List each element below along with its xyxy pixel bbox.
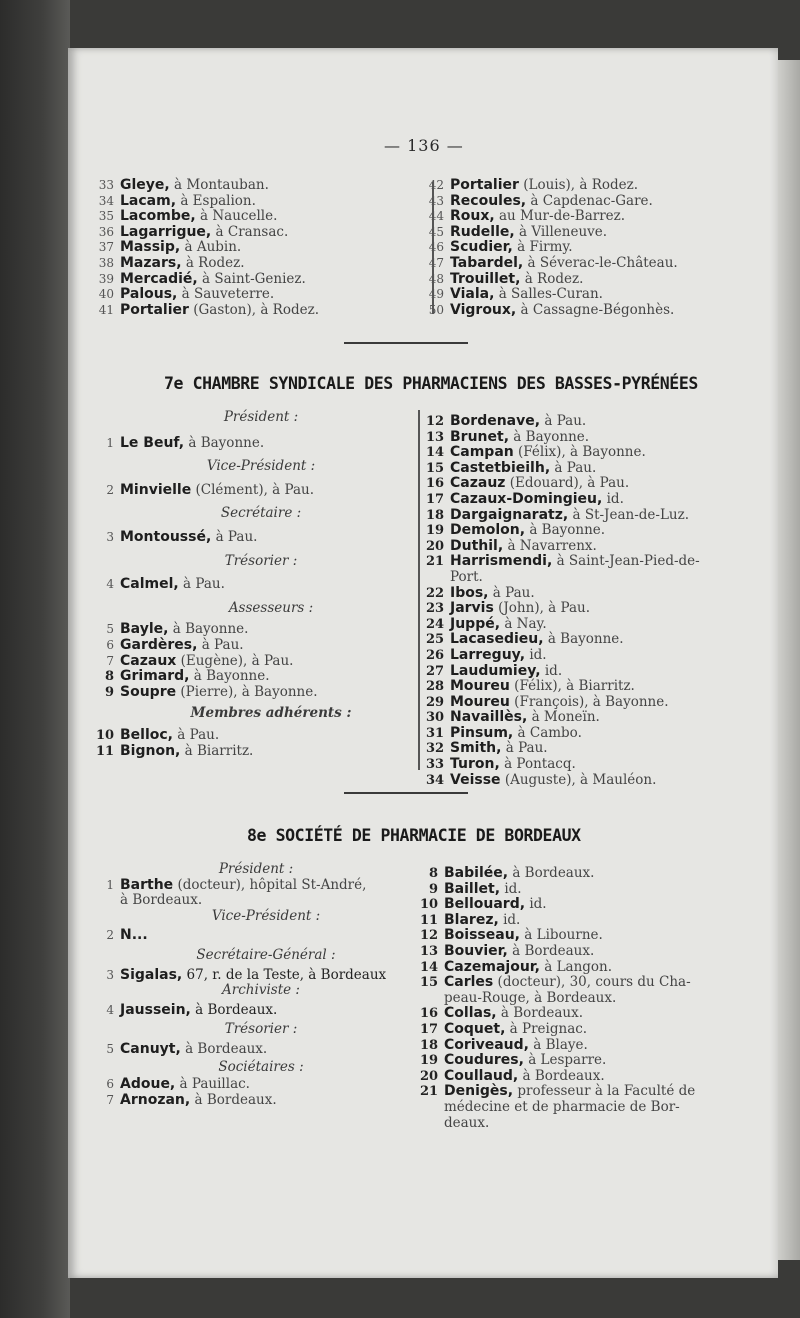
entry-detail: à Biarritz. bbox=[180, 742, 254, 759]
list-item: 5 Canuyt, à Bordeaux. bbox=[106, 1040, 268, 1057]
list-item bbox=[426, 303, 678, 319]
entry-detail: à Nay. bbox=[500, 615, 547, 632]
entry-name: Bignon, bbox=[120, 742, 181, 759]
list-item bbox=[420, 866, 695, 882]
entry-detail: à Villeneuve. bbox=[514, 223, 608, 240]
list-item bbox=[420, 1038, 695, 1054]
list-item bbox=[96, 287, 319, 303]
role-label: Assesseurs : bbox=[228, 599, 314, 616]
entry-name: Soupre bbox=[120, 683, 177, 700]
entry-detail: (Edouard), à Pau. bbox=[505, 475, 630, 492]
entry-detail: au Mur-de-Barrez. bbox=[494, 208, 626, 225]
entry-name: Trouillet, bbox=[450, 270, 521, 287]
entry-number: 48 bbox=[428, 271, 444, 286]
entry-name: Blarez, bbox=[444, 911, 499, 928]
page-number: — 136 — bbox=[384, 136, 464, 155]
entry-number: 42 bbox=[428, 178, 444, 192]
entry-name: Collas, bbox=[444, 1005, 497, 1022]
section8-right bbox=[420, 866, 695, 1131]
entry-name: Portalier bbox=[450, 177, 519, 193]
entry-name: Carles bbox=[444, 974, 494, 991]
entry-name: Larreguy, bbox=[450, 646, 526, 663]
list-item bbox=[426, 414, 700, 430]
entry-detail: à Pau. bbox=[488, 584, 535, 601]
list-item bbox=[420, 1022, 695, 1038]
entry-number: 16 bbox=[420, 1006, 439, 1022]
list-item bbox=[426, 648, 700, 664]
list-item bbox=[426, 476, 700, 492]
entry-number: 10 bbox=[420, 897, 439, 913]
entry-name: Veisse bbox=[450, 771, 501, 788]
entry-name: Grimard, bbox=[120, 668, 190, 685]
entry-detail: à Sauveterre. bbox=[177, 286, 275, 303]
list-item bbox=[426, 225, 678, 241]
list-item bbox=[426, 617, 700, 633]
list-item bbox=[96, 194, 319, 210]
entry-name: Boisseau, bbox=[444, 927, 520, 944]
entry-number: 34 bbox=[98, 193, 114, 208]
list-item bbox=[426, 209, 678, 225]
list-item bbox=[420, 1069, 695, 1085]
entry-number: 17 bbox=[420, 1021, 439, 1037]
entry-detail: à Lesparre. bbox=[523, 1052, 607, 1069]
entry-detail: à Naucelle. bbox=[195, 208, 278, 225]
entry-number: 47 bbox=[428, 255, 444, 270]
list-item bbox=[426, 492, 700, 508]
entry-name: Coquet, bbox=[444, 1020, 506, 1037]
entry-detail: à Pau. bbox=[540, 413, 587, 429]
entry-detail: (Auguste), à Mauléon. bbox=[500, 771, 657, 788]
entry-number: 20 bbox=[420, 1068, 439, 1084]
list-item bbox=[96, 1093, 406, 1109]
entry-number: 8 bbox=[428, 866, 438, 881]
entry-detail: à Cassagne-Bégonhès. bbox=[516, 301, 675, 318]
entry-name: Gleye, bbox=[120, 177, 170, 193]
entry-number: 10 bbox=[96, 727, 115, 743]
entry-number: 31 bbox=[426, 725, 445, 741]
top-right-list bbox=[426, 178, 678, 318]
list-item bbox=[96, 209, 319, 225]
entry-name: Laudumiey, bbox=[450, 662, 541, 679]
list-item bbox=[96, 1077, 406, 1093]
list-item bbox=[426, 461, 700, 477]
list-item bbox=[426, 523, 700, 539]
section-rule bbox=[344, 342, 468, 344]
entry-detail: (François), à Bayonne. bbox=[509, 693, 669, 710]
list-item: 3 Sigalas, 67, r. de la Teste, à Bordeaux bbox=[106, 966, 387, 983]
list-item bbox=[426, 194, 678, 210]
entry-number: 17 bbox=[426, 491, 445, 507]
entry-detail: id. bbox=[525, 896, 547, 913]
entry-detail: à Bayonne. bbox=[189, 668, 270, 685]
list-item bbox=[426, 710, 700, 726]
list-item bbox=[420, 882, 695, 898]
entry-detail: à Pontacq. bbox=[499, 756, 576, 773]
entry-detail: à Navarrenx. bbox=[503, 537, 597, 554]
entry-name: Adoue, bbox=[120, 1076, 176, 1093]
list-item-continuation: deaux. bbox=[444, 1114, 490, 1131]
list-item bbox=[420, 1084, 695, 1100]
entry-name: Coudures, bbox=[444, 1052, 524, 1069]
entry-number: 32 bbox=[426, 741, 445, 757]
entry-detail: à Bordeaux. bbox=[190, 1091, 277, 1108]
entry-number: 6 bbox=[106, 1077, 114, 1092]
list-item: 2 N... bbox=[106, 927, 148, 944]
list-item-continuation: Port. bbox=[450, 568, 483, 585]
entry-detail: à Saint-Jean-Pied-de- bbox=[552, 553, 700, 570]
entry-detail: à Rodez. bbox=[181, 254, 245, 271]
list-item bbox=[96, 272, 319, 288]
list-item: 3 Montoussé, à Pau. bbox=[106, 528, 258, 545]
entry-number: 43 bbox=[428, 193, 444, 208]
entry-number: 19 bbox=[420, 1053, 439, 1069]
list-item bbox=[426, 741, 700, 757]
entry-number: 15 bbox=[420, 975, 439, 991]
entry-detail: (Louis), à Rodez. bbox=[518, 177, 639, 193]
entry-detail: à Bayonne. bbox=[168, 621, 249, 638]
entry-detail: à Montauban. bbox=[169, 177, 269, 193]
entry-name: Turon, bbox=[450, 756, 500, 773]
entry-number: 36 bbox=[98, 224, 114, 239]
entry-number: 49 bbox=[428, 287, 444, 302]
entry-detail: id. bbox=[500, 880, 522, 897]
entry-name: Pinsum, bbox=[450, 724, 514, 741]
entry-name: Moureu bbox=[450, 678, 510, 695]
entry-detail: (Pierre), à Bayonne. bbox=[176, 683, 318, 700]
list-item bbox=[420, 960, 695, 976]
list-item bbox=[96, 225, 319, 241]
entry-number: 14 bbox=[420, 959, 439, 975]
entry-number: 13 bbox=[420, 943, 439, 959]
entry-detail: à Bordeaux. bbox=[518, 1067, 605, 1084]
list-item bbox=[420, 1053, 695, 1069]
list-item bbox=[96, 654, 406, 670]
entry-number: 7 bbox=[106, 1092, 114, 1107]
entry-name: Lagarrigue, bbox=[120, 223, 212, 240]
section7-right bbox=[426, 414, 700, 788]
entry-number: 39 bbox=[98, 271, 114, 286]
entry-number: 5 bbox=[106, 622, 114, 637]
entry-number: 28 bbox=[426, 679, 445, 695]
entry-detail: à Saint-Geniez. bbox=[197, 270, 306, 287]
entry-detail: à St-Jean-de-Luz. bbox=[568, 506, 690, 523]
list-item bbox=[426, 601, 700, 617]
entry-name: Scudier, bbox=[450, 239, 513, 256]
entry-number: 33 bbox=[426, 757, 445, 773]
list-item: 1 Le Beuf, à Bayonne. bbox=[106, 434, 265, 451]
entry-number: 27 bbox=[426, 663, 445, 679]
entry-name: Gardères, bbox=[120, 636, 198, 653]
entry-number: 37 bbox=[98, 240, 114, 255]
entry-name: Dargaignaratz, bbox=[450, 506, 569, 523]
section-title-8: 8e SOCIÉTÉ DE PHARMACIE DE BORDEAUX bbox=[247, 826, 581, 845]
entry-number: 16 bbox=[426, 476, 445, 492]
list-item-continuation: à Bordeaux. bbox=[120, 892, 203, 909]
entry-number: 35 bbox=[98, 209, 114, 224]
entry-name: Mercadié, bbox=[120, 270, 198, 287]
role-label: Président : bbox=[218, 861, 294, 877]
list-item-continuation: peau-Rouge, à Bordeaux. bbox=[444, 989, 617, 1006]
list-item bbox=[96, 685, 406, 701]
entry-name: Viala, bbox=[450, 286, 495, 303]
entry-detail: id. bbox=[525, 646, 547, 663]
entry-name: Tabardel, bbox=[450, 254, 524, 271]
entry-detail: à Firmy. bbox=[512, 239, 573, 256]
entry-detail: à Pauillac. bbox=[175, 1076, 250, 1093]
entry-name: Cazaux-Domingieu, bbox=[450, 490, 603, 507]
list-item bbox=[426, 757, 700, 773]
entry-name: Massip, bbox=[120, 239, 181, 256]
section7-left bbox=[96, 410, 406, 759]
entry-detail: à Pau. bbox=[197, 636, 244, 653]
entry-name: Bordenave, bbox=[450, 413, 541, 429]
role-label: Trésorier : bbox=[224, 552, 298, 569]
entry-detail: à Blaye. bbox=[528, 1036, 588, 1053]
entry-detail: (Gaston), à Rodez. bbox=[188, 301, 320, 318]
list-item bbox=[420, 928, 695, 944]
entry-number: 12 bbox=[420, 928, 439, 944]
entry-detail: à Cransac. bbox=[211, 223, 289, 240]
entry-number: 40 bbox=[98, 287, 114, 302]
entry-detail: à Langon. bbox=[539, 958, 613, 975]
entry-number: 26 bbox=[426, 647, 445, 663]
list-item bbox=[96, 622, 406, 638]
entry-number: 9 bbox=[104, 684, 114, 700]
entry-name: Baillet, bbox=[444, 880, 501, 897]
entry-detail: (Eugène), à Pau. bbox=[176, 652, 294, 669]
entry-name: Duthil, bbox=[450, 537, 504, 554]
entry-detail: à Bordeaux. bbox=[507, 942, 595, 959]
section8-left bbox=[96, 862, 406, 1108]
entry-detail: à Bordeaux. bbox=[508, 865, 595, 881]
role-label: Président : bbox=[223, 409, 299, 425]
list-item bbox=[420, 944, 695, 960]
entry-name: Bellouard, bbox=[444, 896, 526, 913]
entry-number: 38 bbox=[98, 255, 114, 270]
entry-name: Babilée, bbox=[444, 865, 509, 881]
role-label: Archiviste : bbox=[222, 982, 300, 999]
list-item bbox=[426, 508, 700, 524]
entry-name: Lacam, bbox=[120, 192, 177, 209]
entry-number: 30 bbox=[426, 710, 445, 726]
list-item bbox=[96, 669, 406, 685]
entry-number: 18 bbox=[426, 507, 445, 523]
entry-number: 19 bbox=[426, 523, 445, 539]
list-item: 2 Minvielle (Clément), à Pau. bbox=[106, 481, 315, 498]
role-label: Vice-Président : bbox=[211, 907, 321, 924]
entry-name: Juppé, bbox=[450, 615, 501, 632]
list-item bbox=[96, 256, 319, 272]
list-item-continuation: médecine et de pharmacie de Bor- bbox=[444, 1098, 680, 1115]
entry-detail: à Capdenac-Gare. bbox=[526, 192, 653, 209]
list-item bbox=[96, 638, 406, 654]
list-item bbox=[420, 1006, 695, 1022]
entry-number: 11 bbox=[96, 743, 115, 759]
entry-detail: (docteur), 30, cours du Cha- bbox=[493, 974, 691, 991]
entry-name: Mazars, bbox=[120, 254, 182, 271]
list-item bbox=[96, 303, 319, 319]
role-label: Sociétaires : bbox=[218, 1058, 304, 1075]
list-item bbox=[96, 728, 406, 744]
entry-name: Vigroux, bbox=[450, 301, 517, 318]
entry-number: 50 bbox=[428, 302, 444, 317]
entry-name: Harrismendi, bbox=[450, 553, 553, 570]
entry-detail: à Séverac-le-Château. bbox=[523, 254, 678, 271]
entry-number: 12 bbox=[426, 414, 445, 429]
entry-name: Lacasedieu, bbox=[450, 631, 544, 648]
role-label: Membres adhérents : bbox=[190, 705, 352, 722]
list-item bbox=[426, 539, 700, 555]
entry-detail: à Bayonne. bbox=[509, 428, 590, 445]
entry-name: Cazauz bbox=[450, 475, 506, 492]
entry-name: Bayle, bbox=[120, 621, 169, 638]
list-item bbox=[96, 178, 319, 194]
list-item bbox=[426, 695, 700, 711]
entry-number: 24 bbox=[426, 616, 445, 632]
list-item bbox=[426, 679, 700, 695]
list-item bbox=[426, 287, 678, 303]
entry-number: 13 bbox=[426, 429, 445, 445]
entry-number: 34 bbox=[426, 772, 445, 788]
list-item bbox=[426, 632, 700, 648]
list-item bbox=[420, 913, 695, 929]
entry-number: 9 bbox=[428, 881, 438, 897]
entry-number: 41 bbox=[98, 302, 114, 317]
section-rule bbox=[344, 792, 468, 794]
entry-name: Palous, bbox=[120, 286, 178, 303]
entry-detail: (Félix), à Biarritz. bbox=[509, 678, 635, 695]
entry-name: Campan bbox=[450, 444, 514, 461]
entry-name: Arnozan, bbox=[120, 1091, 191, 1108]
entry-detail: à Cambo. bbox=[513, 724, 582, 741]
role-label: Secrétaire-Général : bbox=[196, 946, 336, 963]
entry-detail: à Bayonne. bbox=[525, 522, 606, 539]
entry-detail: id. bbox=[602, 490, 624, 507]
list-item bbox=[426, 240, 678, 256]
entry-detail: à Salles-Curan. bbox=[494, 286, 603, 303]
entry-name: Demolon, bbox=[450, 522, 526, 539]
entry-name: Rudelle, bbox=[450, 223, 515, 240]
list-item: 4 Jaussein, à Bordeaux. bbox=[106, 1001, 278, 1018]
entry-number: 18 bbox=[420, 1037, 439, 1053]
list-item bbox=[426, 773, 700, 789]
entry-number: 46 bbox=[428, 240, 444, 255]
entry-number: 14 bbox=[426, 445, 445, 461]
entry-number: 33 bbox=[98, 178, 114, 192]
entry-number: 23 bbox=[426, 601, 445, 617]
top-left-list bbox=[96, 178, 319, 318]
entry-name: Belloc, bbox=[120, 726, 173, 743]
entry-number: 22 bbox=[426, 585, 445, 601]
role-label: Secrétaire : bbox=[220, 505, 302, 522]
entry-detail: (Félix), à Bayonne. bbox=[513, 444, 646, 461]
entry-number: 15 bbox=[426, 460, 445, 476]
list-item bbox=[426, 272, 678, 288]
entry-name: Denigès, bbox=[444, 1083, 514, 1100]
list-item bbox=[426, 445, 700, 461]
entry-name: Recoules, bbox=[450, 192, 527, 209]
entry-number: 21 bbox=[420, 1084, 439, 1100]
list-item bbox=[426, 256, 678, 272]
list-item bbox=[426, 726, 700, 742]
entry-number: 29 bbox=[426, 694, 445, 710]
list-item bbox=[96, 240, 319, 256]
list-item bbox=[426, 430, 700, 446]
entry-number: 8 bbox=[104, 669, 114, 685]
entry-detail: à Pau. bbox=[501, 740, 548, 757]
entry-number: 20 bbox=[426, 538, 445, 554]
section-title-7: 7e CHAMBRE SYNDICALE DES PHARMACIENS DES BASSES-PYRÉNÉES bbox=[164, 374, 698, 393]
entry-detail: (John), à Pau. bbox=[493, 600, 591, 617]
entry-number: 6 bbox=[106, 637, 114, 652]
list-item: 1 Barthe (docteur), hôpital St-André, bbox=[106, 876, 367, 893]
list-item bbox=[426, 178, 678, 194]
entry-detail: à Bordeaux. bbox=[496, 1005, 584, 1022]
entry-name: Coullaud, bbox=[444, 1067, 519, 1084]
role-label: Trésorier : bbox=[224, 1021, 298, 1038]
entry-name: Coriveaud, bbox=[444, 1036, 529, 1053]
entry-detail: id. bbox=[540, 662, 563, 679]
entry-detail: à Pau. bbox=[173, 726, 220, 743]
entry-name: Bouvier, bbox=[444, 942, 508, 959]
entry-detail: à Pau. bbox=[550, 459, 597, 476]
entry-detail: à Moneïn. bbox=[527, 709, 600, 726]
page-gutter bbox=[0, 0, 70, 1318]
list-item bbox=[426, 586, 700, 602]
list-item bbox=[420, 897, 695, 913]
entry-number: 25 bbox=[426, 632, 445, 648]
list-item bbox=[426, 554, 700, 570]
entry-detail: à Aubin. bbox=[180, 239, 242, 256]
entry-detail: à Libourne. bbox=[519, 927, 603, 944]
entry-name: Navaillès, bbox=[450, 709, 528, 726]
entry-number: 11 bbox=[420, 912, 439, 928]
entry-name: Castetbieilh, bbox=[450, 459, 551, 476]
entry-detail: professeur à la Faculté de bbox=[513, 1083, 696, 1100]
entry-name: Ibos, bbox=[450, 584, 489, 601]
entry-number: 45 bbox=[428, 224, 444, 239]
entry-detail: à Bayonne. bbox=[543, 631, 624, 648]
entry-detail: à Espalion. bbox=[176, 192, 256, 209]
column-divider bbox=[418, 410, 420, 770]
list-item bbox=[96, 744, 406, 760]
entry-number: 21 bbox=[426, 554, 445, 570]
entry-name: Cazemajour, bbox=[444, 958, 540, 975]
entry-number: 44 bbox=[428, 209, 444, 224]
entry-name: Cazaux bbox=[120, 652, 177, 669]
page-edge bbox=[778, 60, 800, 1260]
entry-number: 7 bbox=[106, 653, 114, 668]
list-item: 4 Calmel, à Pau. bbox=[106, 576, 225, 593]
entry-name: Roux, bbox=[450, 208, 495, 225]
entry-name: Lacombe, bbox=[120, 208, 196, 225]
entry-name: Smith, bbox=[450, 740, 502, 757]
entry-detail: id. bbox=[498, 911, 521, 928]
entry-name: Brunet, bbox=[450, 428, 510, 445]
entry-detail: à Preignac. bbox=[505, 1020, 588, 1037]
entry-detail: à Rodez. bbox=[520, 270, 584, 287]
entry-name: Moureu bbox=[450, 693, 510, 710]
entry-name: Jarvis bbox=[450, 600, 494, 617]
list-item bbox=[420, 975, 695, 991]
list-item bbox=[426, 664, 700, 680]
entry-name: Portalier bbox=[120, 301, 189, 318]
role-label: Vice-Président : bbox=[206, 458, 316, 475]
